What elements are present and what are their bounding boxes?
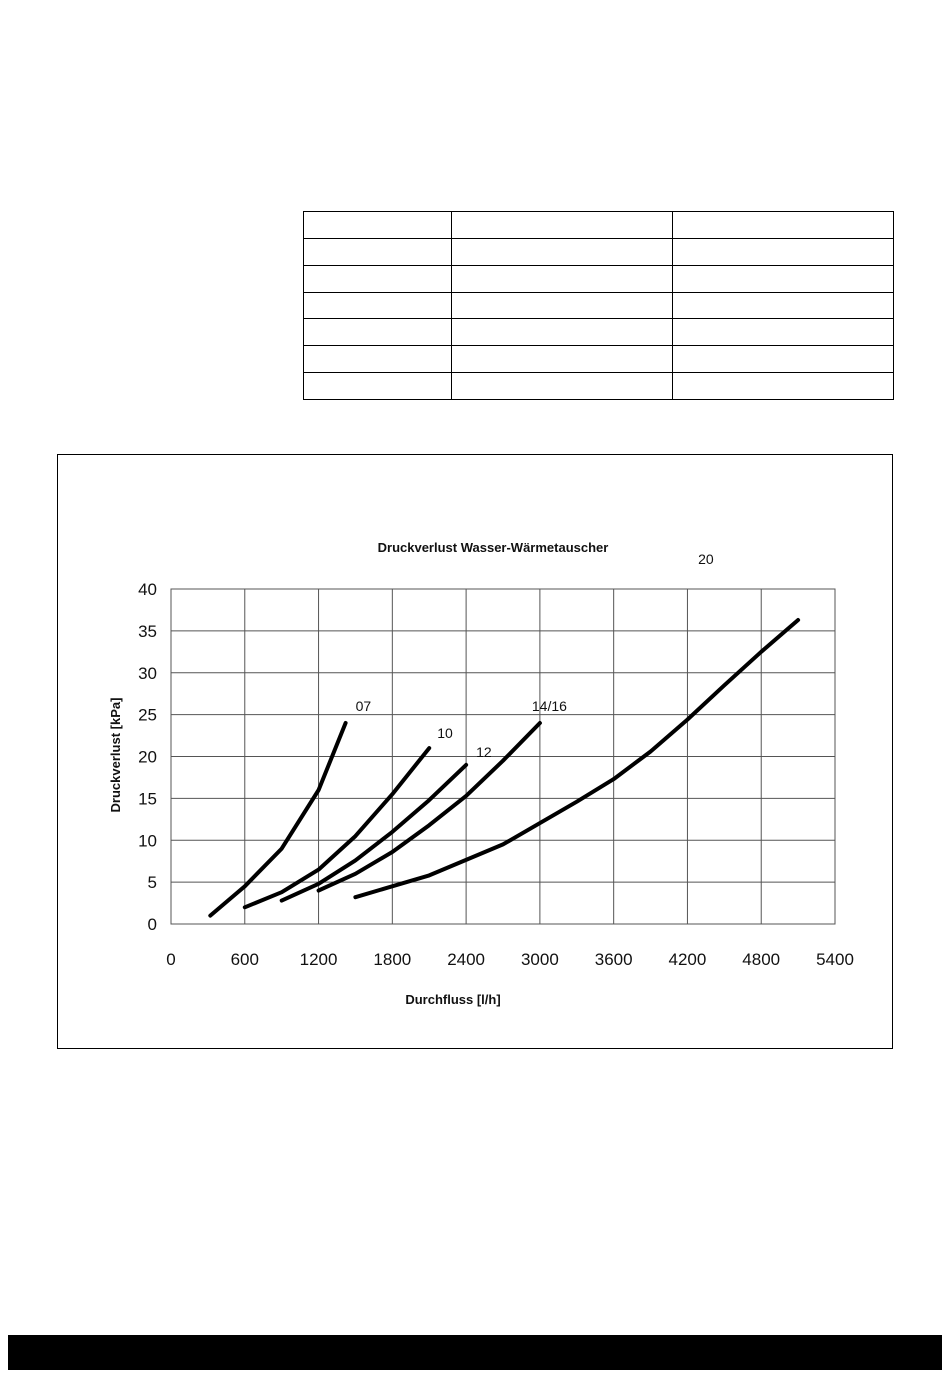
empty-table-body <box>304 212 894 400</box>
x-tick-label: 3000 <box>520 950 559 969</box>
table-row <box>304 292 894 319</box>
x-tick-label: 4800 <box>742 950 781 969</box>
table-cell <box>673 238 894 265</box>
table-cell <box>452 319 673 346</box>
y-tick-label: 10 <box>138 831 157 851</box>
table-cell <box>452 292 673 319</box>
grid <box>171 589 835 924</box>
table-row <box>304 238 894 265</box>
chart-title: Druckverlust Wasser-Wärmetauscher <box>377 540 609 555</box>
table-row <box>304 212 894 239</box>
table-cell <box>304 265 452 292</box>
table-cell <box>304 292 452 319</box>
x-tick-label: 1800 <box>373 950 412 969</box>
x-tick-label: 600 <box>230 950 259 969</box>
table-cell <box>304 373 452 400</box>
series-label-14-16: 14/16 <box>531 698 567 714</box>
table-cell <box>673 373 894 400</box>
table-cell <box>452 346 673 373</box>
table-cell <box>452 212 673 239</box>
y-axis-title: Druckverlust [kPa] <box>108 697 123 813</box>
table-cell <box>304 346 452 373</box>
series-label-07: 07 <box>355 698 372 714</box>
x-tick-label: 0 <box>166 950 176 969</box>
table-cell <box>304 238 452 265</box>
footer-bar <box>8 1335 942 1370</box>
x-tick-label: 1200 <box>299 950 338 969</box>
table-cell <box>304 319 452 346</box>
y-tick-label: 0 <box>147 915 157 934</box>
table-row <box>304 265 894 292</box>
table-cell <box>673 265 894 292</box>
x-tick-label: 4200 <box>668 950 707 969</box>
x-axis-title: Durchfluss [l/h] <box>405 992 501 1007</box>
axes <box>138 580 854 969</box>
table-cell <box>673 346 894 373</box>
y-tick-label: 20 <box>138 747 157 767</box>
series-lines <box>210 620 798 916</box>
chart-frame <box>57 454 893 1049</box>
table-cell <box>304 212 452 239</box>
table-cell <box>673 319 894 346</box>
y-tick-label: 40 <box>138 580 157 599</box>
y-tick-label: 35 <box>138 621 157 641</box>
table-row <box>304 373 894 400</box>
table-cell <box>673 292 894 319</box>
series-label-10: 10 <box>437 725 453 742</box>
table-cell <box>452 265 673 292</box>
empty-table <box>303 211 894 400</box>
series-label-20: 20 <box>698 550 714 567</box>
table-cell <box>452 373 673 400</box>
series-line-12 <box>282 765 466 901</box>
table-row <box>304 319 894 346</box>
pressure-loss-chart <box>58 455 892 1048</box>
series-label-12: 12 <box>476 743 492 760</box>
y-tick-label: 30 <box>138 663 157 683</box>
table-cell <box>452 238 673 265</box>
x-tick-label: 5400 <box>816 950 854 969</box>
x-tick-label: 3600 <box>594 950 633 969</box>
table-cell <box>673 212 894 239</box>
table-row <box>304 346 894 373</box>
x-tick-label: 2400 <box>447 950 486 969</box>
y-tick-label: 25 <box>138 705 157 725</box>
y-tick-label: 15 <box>138 789 157 809</box>
y-tick-label: 5 <box>147 873 157 893</box>
